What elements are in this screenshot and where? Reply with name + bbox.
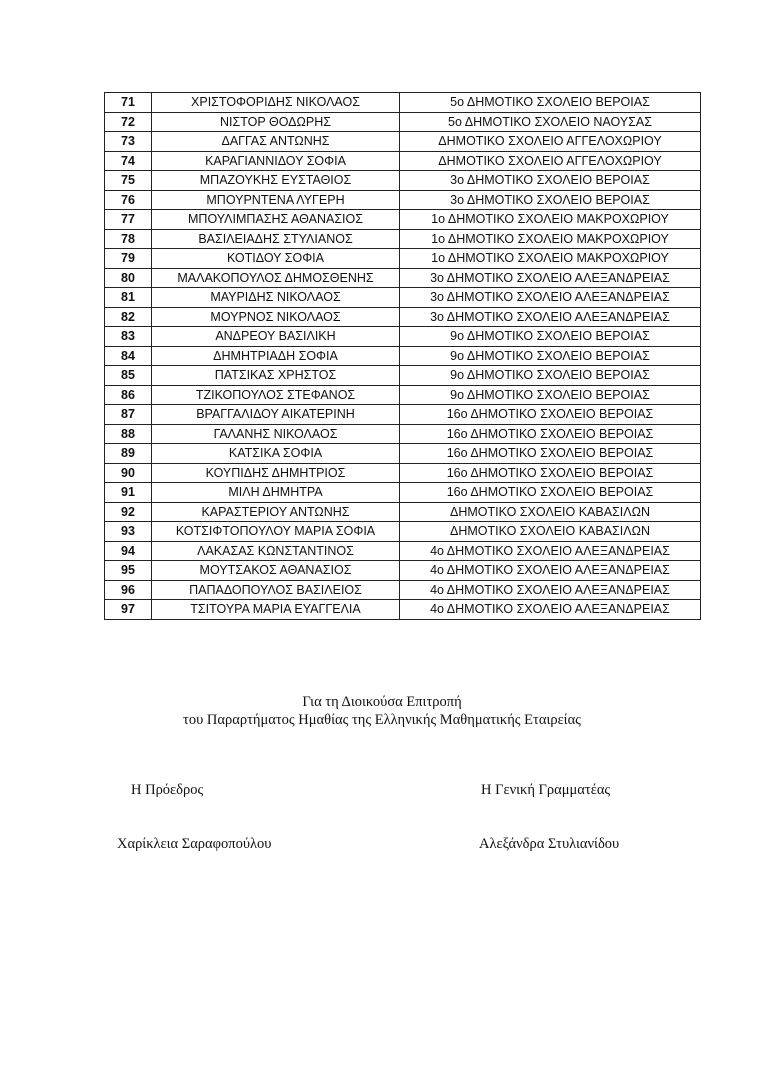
school-name-cell: ΔΗΜΟΤΙΚΟ ΣΧΟΛΕΙΟ ΚΑΒΑΣΙΛΩΝ	[400, 522, 701, 542]
table-row	[105, 210, 701, 230]
student-name-cell: ΜΠΟΥΡΝΤΕΝΑ ΛΥΓΕΡΗ	[152, 190, 400, 210]
row-number-cell: 96	[105, 580, 152, 600]
school-name-cell: 3ο ΔΗΜΟΤΙΚΟ ΣΧΟΛΕΙΟ ΑΛΕΞΑΝΔΡΕΙΑΣ	[400, 288, 701, 308]
row-number-cell: 79	[105, 249, 152, 269]
school-name-cell: 9ο ΔΗΜΟΤΙΚΟ ΣΧΟΛΕΙΟ ΒΕΡΟΙΑΣ	[400, 366, 701, 386]
row-number-cell: 77	[105, 210, 152, 230]
student-name-cell: ΜΠΑΖΟΥΚΗΣ ΕΥΣΤΑΘΙΟΣ	[152, 171, 400, 191]
table-row	[105, 424, 701, 444]
table-row	[105, 93, 701, 113]
table-row	[105, 327, 701, 347]
school-name-cell: 3ο ΔΗΜΟΤΙΚΟ ΣΧΟΛΕΙΟ ΑΛΕΞΑΝΔΡΕΙΑΣ	[400, 268, 701, 288]
school-name-cell: ΔΗΜΟΤΙΚΟ ΣΧΟΛΕΙΟ ΚΑΒΑΣΙΛΩΝ	[400, 502, 701, 522]
school-name-cell: 4ο ΔΗΜΟΤΙΚΟ ΣΧΟΛΕΙΟ ΑΛΕΞΑΝΔΡΕΙΑΣ	[400, 580, 701, 600]
row-number-cell: 89	[105, 444, 152, 464]
president-name: Χαρίκλεια Σαραφοπούλου	[117, 836, 272, 852]
school-name-cell: 3ο ΔΗΜΟΤΙΚΟ ΣΧΟΛΕΙΟ ΑΛΕΞΑΝΔΡΕΙΑΣ	[400, 307, 701, 327]
student-name-cell: ΤΣΙΤΟΥΡΑ ΜΑΡΙΑ ΕΥΑΓΓΕΛΙΑ	[152, 600, 400, 620]
student-name-cell: ΧΡΙΣΤΟΦΟΡΙΔΗΣ ΝΙΚΟΛΑΟΣ	[152, 93, 400, 113]
table-row	[105, 229, 701, 249]
student-name-cell: ΝΙΣΤΟΡ ΘΟΔΩΡΗΣ	[152, 112, 400, 132]
row-number-cell: 76	[105, 190, 152, 210]
student-name-cell: ΛΑΚΑΣΑΣ ΚΩΝΣΤΑΝΤΙΝΟΣ	[152, 541, 400, 561]
row-number-cell: 81	[105, 288, 152, 308]
table-row	[105, 151, 701, 171]
row-number-cell: 93	[105, 522, 152, 542]
student-name-cell: ΜΟΥΡΝΟΣ ΝΙΚΟΛΑΟΣ	[152, 307, 400, 327]
student-name-cell: ΚΟΤΙΔΟΥ ΣΟΦΙΑ	[152, 249, 400, 269]
school-name-cell: 3ο ΔΗΜΟΤΙΚΟ ΣΧΟΛΕΙΟ ΒΕΡΟΙΑΣ	[400, 190, 701, 210]
school-name-cell: 9ο ΔΗΜΟΤΙΚΟ ΣΧΟΛΕΙΟ ΒΕΡΟΙΑΣ	[400, 327, 701, 347]
student-name-cell: ΜΠΟΥΛΙΜΠΑΣΗΣ ΑΘΑΝΑΣΙΟΣ	[152, 210, 400, 230]
student-name-cell: ΚΑΡΑΣΤΕΡΙΟΥ ΑΝΤΩΝΗΣ	[152, 502, 400, 522]
school-name-cell: 1ο ΔΗΜΟΤΙΚΟ ΣΧΟΛΕΙΟ ΜΑΚΡΟΧΩΡΙΟΥ	[400, 229, 701, 249]
student-name-cell: ΔΑΓΓΑΣ ΑΝΤΩΝΗΣ	[152, 132, 400, 152]
table-row	[105, 522, 701, 542]
student-name-cell: ΤΖΙΚΟΠΟΥΛΟΣ ΣΤΕΦΑΝΟΣ	[152, 385, 400, 405]
table-row	[105, 288, 701, 308]
school-name-cell: 5ο ΔΗΜΟΤΙΚΟ ΣΧΟΛΕΙΟ ΒΕΡΟΙΑΣ	[400, 93, 701, 113]
school-name-cell: 16ο ΔΗΜΟΤΙΚΟ ΣΧΟΛΕΙΟ ΒΕΡΟΙΑΣ	[400, 463, 701, 483]
school-name-cell: 9ο ΔΗΜΟΤΙΚΟ ΣΧΟΛΕΙΟ ΒΕΡΟΙΑΣ	[400, 385, 701, 405]
school-name-cell: 3ο ΔΗΜΟΤΙΚΟ ΣΧΟΛΕΙΟ ΒΕΡΟΙΑΣ	[400, 171, 701, 191]
table-row	[105, 444, 701, 464]
committee-heading: Για τη Διοικούσα Επιτροπή	[302, 694, 462, 710]
student-name-cell: ΠΑΠΑΔΟΠΟΥΛΟΣ ΒΑΣΙΛΕΙΟΣ	[152, 580, 400, 600]
table-row	[105, 483, 701, 503]
school-name-cell: 16ο ΔΗΜΟΤΙΚΟ ΣΧΟΛΕΙΟ ΒΕΡΟΙΑΣ	[400, 405, 701, 425]
row-number-cell: 86	[105, 385, 152, 405]
president-title: Η Πρόεδρος	[131, 782, 204, 798]
student-name-cell: ΜΟΥΤΣΑΚΟΣ ΑΘΑΝΑΣΙΟΣ	[152, 561, 400, 581]
row-number-cell: 83	[105, 327, 152, 347]
row-number-cell: 88	[105, 424, 152, 444]
school-name-cell: ΔΗΜΟΤΙΚΟ ΣΧΟΛΕΙΟ ΑΓΓΕΛΟΧΩΡΙΟΥ	[400, 151, 701, 171]
table-row	[105, 171, 701, 191]
row-number-cell: 87	[105, 405, 152, 425]
school-name-cell: 4ο ΔΗΜΟΤΙΚΟ ΣΧΟΛΕΙΟ ΑΛΕΞΑΝΔΡΕΙΑΣ	[400, 541, 701, 561]
student-name-cell: ΜΙΛΗ ΔΗΜΗΤΡΑ	[152, 483, 400, 503]
table-row	[105, 502, 701, 522]
table-row	[105, 346, 701, 366]
row-number-cell: 92	[105, 502, 152, 522]
school-name-cell: 5ο ΔΗΜΟΤΙΚΟ ΣΧΟΛΕΙΟ ΝΑΟΥΣΑΣ	[400, 112, 701, 132]
table-row	[105, 307, 701, 327]
student-name-cell: ΔΗΜΗΤΡΙΑΔΗ ΣΟΦΙΑ	[152, 346, 400, 366]
table-row	[105, 249, 701, 269]
row-number-cell: 84	[105, 346, 152, 366]
row-number-cell: 75	[105, 171, 152, 191]
student-name-cell: ΓΑΛΑΝΗΣ ΝΙΚΟΛΑΟΣ	[152, 424, 400, 444]
row-number-cell: 80	[105, 268, 152, 288]
school-name-cell: 1ο ΔΗΜΟΤΙΚΟ ΣΧΟΛΕΙΟ ΜΑΚΡΟΧΩΡΙΟΥ	[400, 249, 701, 269]
student-name-cell: ΚΑΡΑΓΙΑΝΝΙΔΟΥ ΣΟΦΙΑ	[152, 151, 400, 171]
student-name-cell: ΑΝΔΡΕΟΥ ΒΑΣΙΛΙΚΗ	[152, 327, 400, 347]
school-name-cell: 16ο ΔΗΜΟΤΙΚΟ ΣΧΟΛΕΙΟ ΒΕΡΟΙΑΣ	[400, 444, 701, 464]
table-row	[105, 268, 701, 288]
committee-subheading: του Παραρτήματος Ημαθίας της Ελληνικής Μαθηματικής Εταιρείας	[183, 712, 581, 728]
student-name-cell: ΚΟΤΣΙΦΤΟΠΟΥΛΟΥ ΜΑΡΙΑ ΣΟΦΙΑ	[152, 522, 400, 542]
secretary-name: Αλεξάνδρα Στυλιανίδου	[479, 836, 620, 852]
school-name-cell: 1ο ΔΗΜΟΤΙΚΟ ΣΧΟΛΕΙΟ ΜΑΚΡΟΧΩΡΙΟΥ	[400, 210, 701, 230]
school-name-cell: ΔΗΜΟΤΙΚΟ ΣΧΟΛΕΙΟ ΑΓΓΕΛΟΧΩΡΙΟΥ	[400, 132, 701, 152]
row-number-cell: 85	[105, 366, 152, 386]
row-number-cell: 90	[105, 463, 152, 483]
school-name-cell: 4ο ΔΗΜΟΤΙΚΟ ΣΧΟΛΕΙΟ ΑΛΕΞΑΝΔΡΕΙΑΣ	[400, 600, 701, 620]
table-row	[105, 366, 701, 386]
secretary-title: Η Γενική Γραμματέας	[481, 782, 611, 798]
row-number-cell: 91	[105, 483, 152, 503]
table-row	[105, 600, 701, 620]
student-name-cell: ΠΑΤΣΙΚΑΣ ΧΡΗΣΤΟΣ	[152, 366, 400, 386]
table-row	[105, 112, 701, 132]
row-number-cell: 95	[105, 561, 152, 581]
results-table-body	[105, 93, 701, 620]
table-row	[105, 463, 701, 483]
school-name-cell: 9ο ΔΗΜΟΤΙΚΟ ΣΧΟΛΕΙΟ ΒΕΡΟΙΑΣ	[400, 346, 701, 366]
row-number-cell: 78	[105, 229, 152, 249]
row-number-cell: 73	[105, 132, 152, 152]
school-name-cell: 4ο ΔΗΜΟΤΙΚΟ ΣΧΟΛΕΙΟ ΑΛΕΞΑΝΔΡΕΙΑΣ	[400, 561, 701, 581]
row-number-cell: 82	[105, 307, 152, 327]
row-number-cell: 72	[105, 112, 152, 132]
student-name-cell: ΜΑΥΡΙΔΗΣ ΝΙΚΟΛΑΟΣ	[152, 288, 400, 308]
row-number-cell: 74	[105, 151, 152, 171]
student-name-cell: ΚΟΥΠΙΔΗΣ ΔΗΜΗΤΡΙΟΣ	[152, 463, 400, 483]
table-row	[105, 132, 701, 152]
row-number-cell: 71	[105, 93, 152, 113]
student-name-cell: ΒΡΑΓΓΑΛΙΔΟΥ ΑΙΚΑΤΕΡΙΝΗ	[152, 405, 400, 425]
table-row	[105, 541, 701, 561]
student-name-cell: ΒΑΣΙΛΕΙΑΔΗΣ ΣΤΥΛΙΑΝΟΣ	[152, 229, 400, 249]
table-row	[105, 385, 701, 405]
table-row	[105, 580, 701, 600]
table-row	[105, 405, 701, 425]
school-name-cell: 16ο ΔΗΜΟΤΙΚΟ ΣΧΟΛΕΙΟ ΒΕΡΟΙΑΣ	[400, 424, 701, 444]
row-number-cell: 94	[105, 541, 152, 561]
table-row	[105, 561, 701, 581]
school-name-cell: 16ο ΔΗΜΟΤΙΚΟ ΣΧΟΛΕΙΟ ΒΕΡΟΙΑΣ	[400, 483, 701, 503]
student-name-cell: ΚΑΤΣΙΚΑ ΣΟΦΙΑ	[152, 444, 400, 464]
results-table	[104, 92, 701, 620]
table-row	[105, 190, 701, 210]
student-name-cell: ΜΑΛΑΚΟΠΟΥΛΟΣ ΔΗΜΟΣΘΕΝΗΣ	[152, 268, 400, 288]
row-number-cell: 97	[105, 600, 152, 620]
